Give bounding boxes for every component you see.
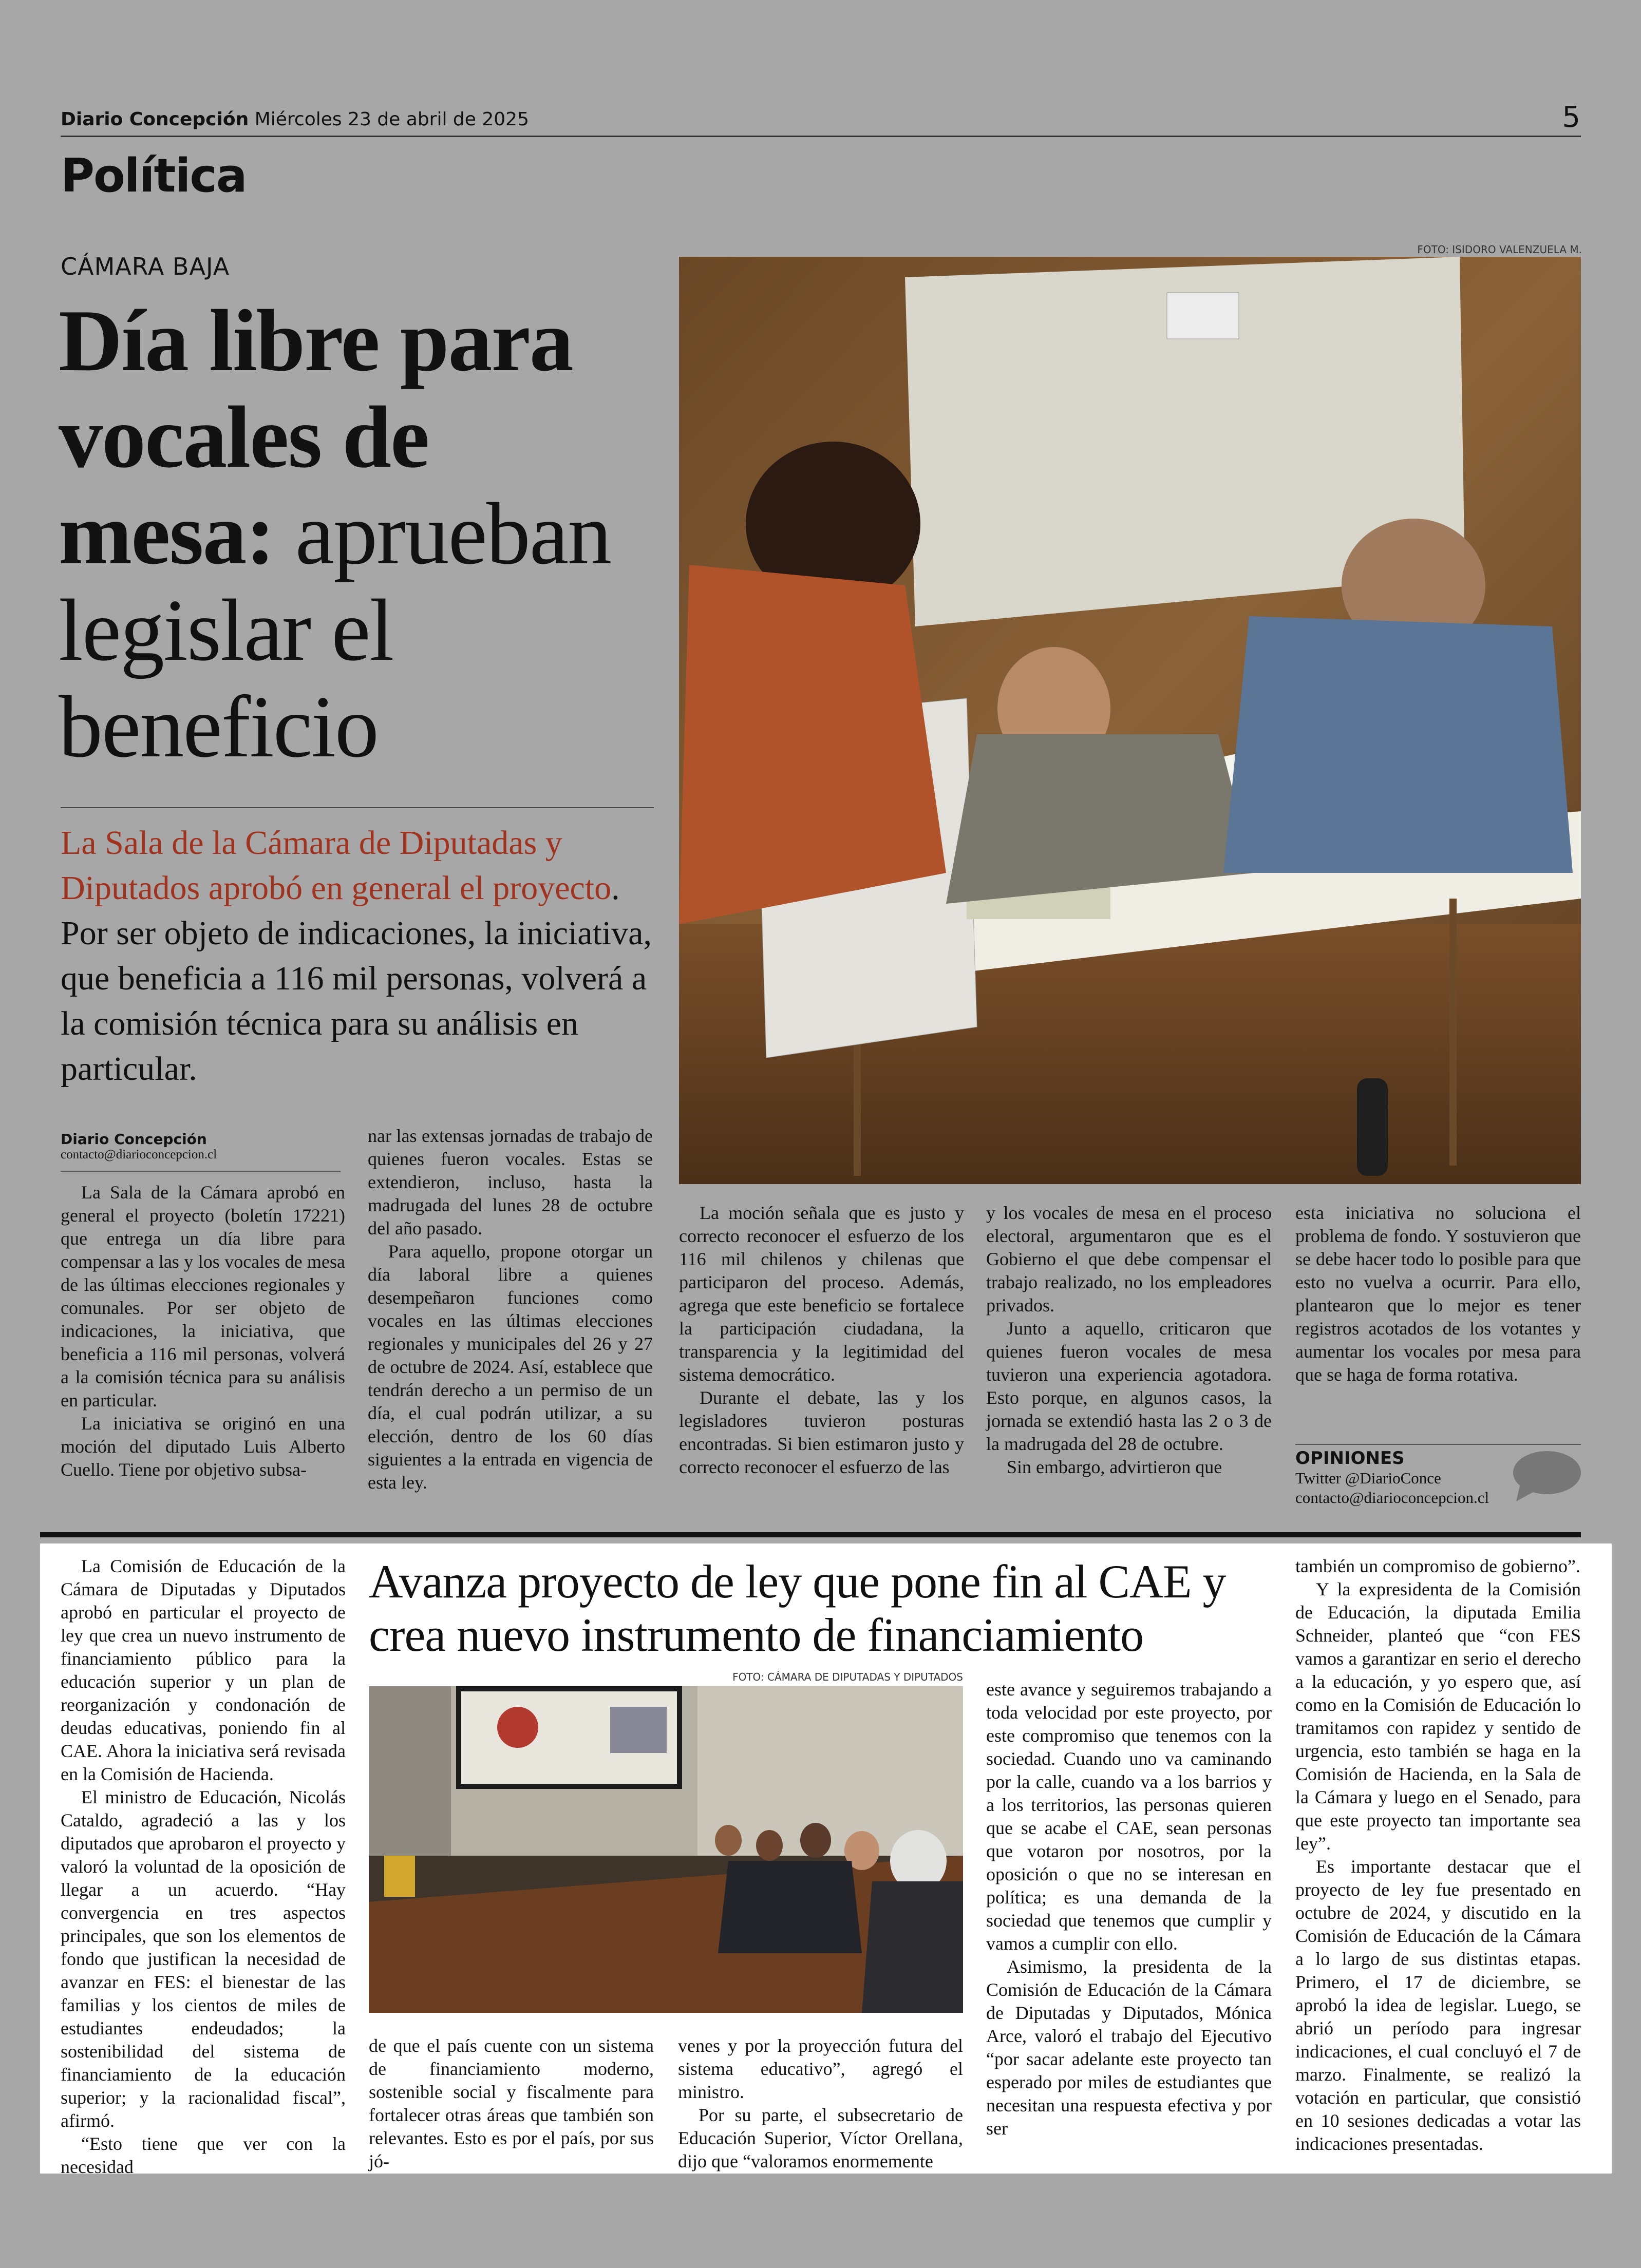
- paragraph: Para aquello, propone otorgar un día laboral libre a quienes desempeñaron funciones como vocales en las últimas elecciones regionales y municipales del 26 y 27 de octubre de 2024. Así, establece que tendrán derecho a un permiso de un día, el cual podrán utilizar, a su elección, dentro de los 60 días siguientes a la entrada en vigencia de esta ley.: [368, 1241, 653, 1493]
- opinions-label: OPINIONES: [1295, 1448, 1405, 1469]
- story-kicker: CÁMARA BAJA: [61, 253, 230, 280]
- secondary-photo: [369, 1686, 963, 2013]
- deck-rest: . Por ser objeto de indicaciones, la iniciativa, que beneficia a 116 mil personas, volverá a la comisión técnica para su análisis en particular.: [61, 869, 652, 1088]
- paragraph: y los vocales de mesa en el proceso electoral, argumentaron que es el Gobierno el que debe compensar el trabajo realizado, no los empleadores privados.: [986, 1203, 1272, 1316]
- paragraph: Asimismo, la presidenta de la Comisión de Educación de la Cámara de Diputadas y Diputados, Mónica Arce, valoró el trabajo del Ejecutivo “por sacar adelante este proyecto tan esperado por miles de estudiantes que necesitan una respuesta efectiva y por ser: [986, 1956, 1272, 2139]
- story-headline: [59, 293, 665, 775]
- main-column-4: [986, 1202, 1272, 1479]
- paragraph: Es importante destacar que el proyecto de ley fue presentado en octubre de 2024, y discutido en la Comisión de Educación de la Cámara a lo largo de sus distintas etapas. Primero, el 17 de diciembre, se aprobó la idea de legislar. Luego, se abrió un período para ingresar indicaciones, el cual concluyó el 7 de marzo. Finalmente, se realizó la votación en particular, que consistió en 10 sesiones dedicadas a votar las indicaciones presentadas.: [1295, 1856, 1581, 2154]
- secondary-photo-credit: FOTO: CÁMARA DE DIPUTADAS Y DIPUTADOS: [732, 1671, 963, 1683]
- opinions-twitter: Twitter @DiarioConce: [1295, 1469, 1441, 1487]
- paragraph: El ministro de Educación, Nicolás Cataldo, agradeció a las y los diputados que aprobaron el proyecto y valoró la voluntad de la oposición de llegar a un acuerdo. “Hay convergencia en tres aspectos principales, que son los elementos de fondo que justifican la necesidad de avanzar en FES: el bienestar de las familias y los cientos de miles de estudiantes endeudados; la sostenibilidad del sistema de financiamiento de la educación superior; y la racionalidad fiscal”, afirmó.: [61, 1787, 346, 2131]
- main-column-3: [679, 1202, 964, 1479]
- byline-email: contacto@diarioconcepcion.cl: [61, 1148, 217, 1161]
- opinions-email: contacto@diarioconcepcion.cl: [1295, 1489, 1489, 1507]
- speech-bubble-icon: [1510, 1448, 1582, 1504]
- section-title: Política: [61, 149, 247, 203]
- paragraph: La iniciativa se originó en una moción del diputado Luis Alberto Cuello. Tiene por objetivo subsa-: [61, 1413, 345, 1480]
- byline-rule: [61, 1171, 341, 1172]
- paragraph: Durante el debate, las y los legisladores tuvieron posturas encontradas. Si bien estimaron justo y correcto reconocer el esfuerzo de las: [679, 1387, 964, 1477]
- photo-credit: FOTO: ISIDORO VALENZUELA M.: [1417, 243, 1582, 256]
- secondary-column-2: [369, 2034, 654, 2173]
- secondary-column-4: [986, 1678, 1272, 2140]
- paragraph: “Esto tiene que ver con la necesidad: [61, 2133, 346, 2177]
- secondary-column-3: [678, 2034, 963, 2173]
- paragraph: Junto a aquello, criticaron que quienes fueron vocales de mesa tuvieron una experiencia agotadora. Esto porque, en algunos casos, la jornada se extendió hasta las 2 o 3 de la madrugada del 28 de octubre.: [986, 1318, 1272, 1454]
- story-deck: [61, 821, 656, 1092]
- secondary-column-1: [61, 1555, 346, 2179]
- byline: [61, 1131, 341, 1162]
- paragraph: también un compromiso de gobierno”.: [1295, 1556, 1580, 1576]
- paragraph: Por su parte, el subsecretario de Educación Superior, Víctor Orellana, dijo que “valoramos enormemente: [678, 2105, 963, 2171]
- paragraph: nar las extensas jornadas de trabajo de quienes fueron vocales. Estas se extendieron, incluso, hasta la madrugada del lunes 28 de octubre del año pasado.: [368, 1126, 653, 1238]
- secondary-headline: Avanza proyecto de ley que pone fin al CAE y crea nuevo instrumento de financiamiento: [369, 1555, 1226, 1661]
- paragraph: La moción señala que es justo y correcto reconocer el esfuerzo de los 116 mil chilenos y chilenas que participaron del proceso. Además, agrega que este beneficio se fortalece la participación ciudadana, la transparencia y la legitimidad del sistema democrático.: [679, 1203, 964, 1385]
- paragraph: de que el país cuente con un sistema de financiamiento moderno, sostenible social y fiscalmente para fortalecer otras áreas que también son relevantes. Esto es por el país, por sus jó-: [369, 2035, 654, 2171]
- headline-bold: Día libre para vocales de mesa:: [59, 292, 573, 583]
- main-column-5: [1295, 1202, 1581, 1386]
- paragraph: esta iniciativa no soluciona el problema de fondo. Y sostuvieron que se debe hacer todo lo posible para que esto no vuelva a ocurrir. Para ello, plantearon que lo mejor es tener registros acotados de los votantes y aumentar los vocales por mesa para que se haga de forma rotativa.: [1295, 1203, 1581, 1385]
- header-rule: [61, 136, 1581, 137]
- page-number: 5: [1562, 101, 1580, 134]
- opinions-rule: [1295, 1444, 1581, 1445]
- paragraph: venes y por la proyección futura del sistema educativo”, agregó el ministro.: [678, 2035, 963, 2102]
- paragraph: Y la expresidenta de la Comisión de Educación, la diputada Emilia Schneider, planteó que “con FES vamos a garantizar en serio el derecho a la educación, y yo espero que, así como en la Comisión de Educación lo tramitamos con rapidez y sentido de urgencia, esto también se haga en la Comisión de Hacienda, en la Sala de la Cámara y luego en el Senado, para que este proyecto tan importante sea ley”.: [1295, 1579, 1581, 1854]
- paragraph: Sin embargo, advirtieron que: [1007, 1457, 1222, 1477]
- main-photo: [679, 257, 1581, 1184]
- secondary-column-5: [1295, 1555, 1581, 2156]
- story-divider: [40, 1532, 1581, 1537]
- main-column-2: [368, 1125, 653, 1494]
- deck-rule: [61, 807, 654, 808]
- paragraph: La Sala de la Cámara aprobó en general el proyecto (boletín 17221) que entrega un día libre para compensar a las y los vocales de mesa de las últimas elecciones regionales y comunales. Por ser objeto de indicaciones, la iniciativa, que beneficia a 116 mil personas, volverá a la comisión técnica para su análisis en particular.: [61, 1182, 345, 1411]
- headline-light: aprueban legislar el beneficio: [59, 485, 611, 776]
- byline-name: Diario Concepción: [61, 1131, 207, 1148]
- deck-highlight: La Sala de la Cámara de Diputadas y Diputados aprobó en general el proyecto: [61, 824, 612, 907]
- masthead-brand: Diario Concepción: [61, 109, 249, 130]
- main-column-1: [61, 1181, 345, 1481]
- paragraph: este avance y seguiremos trabajando a toda velocidad por este proyecto, por este compromiso que tenemos con la sociedad. Cuando uno va caminando por la calle, cuando va a los barrios y a los territorios, las personas quieren que se acabe el CAE, sean personas que votaron por nosotros, por la oposición o que no se interesan en política; es una demanda de la sociedad que tenemos que cumplir y vamos a cumplir con ello.: [986, 1679, 1272, 1954]
- masthead: [61, 109, 529, 130]
- paragraph: La Comisión de Educación de la Cámara de Diputadas y Diputados aprobó en particular el proyecto de ley que crea un nuevo instrumento de financiamiento público para la educación superior y un plan de reorganización y condonación de deudas educativas, poniendo fin al CAE. Ahora la iniciativa será revisada en la Comisión de Hacienda.: [61, 1556, 346, 1784]
- masthead-date: Miércoles 23 de abril de 2025: [254, 109, 529, 130]
